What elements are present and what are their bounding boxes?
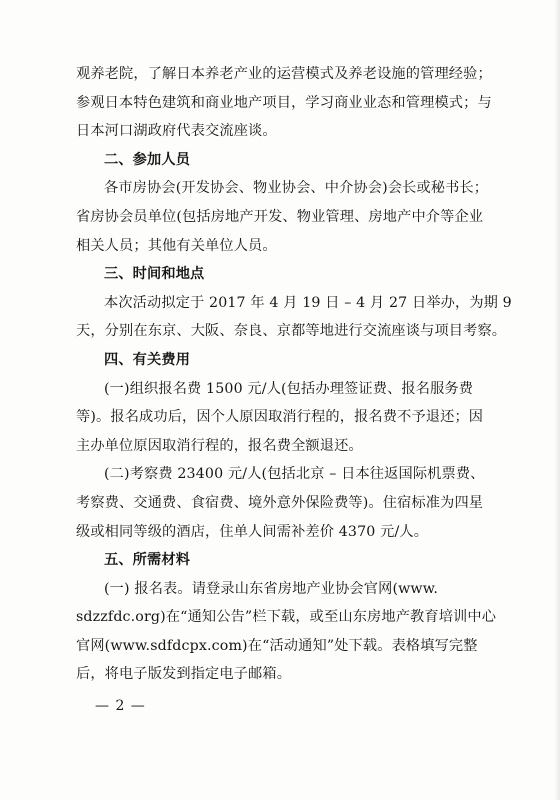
paragraph-line: 省房协会员单位(包括房地产开发、物业管理、房地产中介等企业: [76, 208, 484, 225]
page-number: — 2 —: [95, 698, 146, 714]
paragraph-line: 后，将电子版发到指定电子邮箱。: [76, 666, 292, 683]
paragraph-line: 本次活动拟定于 2017 年 4 月 19 日 – 4 月 27 日举办，为期 9: [104, 294, 512, 311]
paragraph-line: 考察费、交通费、食宿费、境外意外保险费等)。住宿标准为四星: [76, 494, 484, 511]
document-body: [76, 60, 512, 689]
section-heading: 三、时间和地点: [104, 266, 205, 283]
paragraph-line: (二)考察费 23400 元/人(包括北京 – 日本往返国际机票费、: [104, 466, 485, 483]
paragraph-line: 观养老院，了解日本养老产业的运营模式及养老设施的管理经验；: [76, 66, 492, 82]
paragraph-line: 级或相同等级的酒店，住单人间需补差价 4370 元/人。: [76, 523, 429, 540]
section-heading: 四、有关费用: [104, 351, 191, 368]
section-heading: 二、参加人员: [104, 151, 191, 168]
scan-edge-shadow: [554, 0, 560, 800]
paragraph-line: 天，分别在东京、大阪、奈良、京都等地进行交流座谈与项目考察。: [76, 323, 507, 340]
section-heading: 五、所需材料: [104, 552, 191, 569]
paragraph-line: 各市房协会(开发协会、物业协会、中介协会)会长或秘书长；: [104, 180, 489, 197]
paragraph-line: (一) 报名表。请登录山东省房地产业协会官网(www.: [104, 580, 438, 597]
paragraph-line: 相关人员；其他有关单位人员。: [76, 237, 277, 254]
paragraph-line: 官网(www.sdfdcpx.com)在“活动通知”处下载。表格填写完整: [76, 637, 478, 654]
paragraph-line: sdzzfdc.org)在“通知公告”栏下载，或至山东房地产教育培训中心: [76, 609, 497, 626]
paragraph-line: 日本河口湖政府代表交流座谈。: [76, 123, 277, 140]
paragraph-line: (一)组织报名费 1500 元/人(包括办理签证费、报名服务费: [104, 380, 474, 397]
paragraph-line: 主办单位原因取消行程的，报名费全额退还。: [76, 437, 363, 454]
paragraph-line: 参观日本特色建筑和商业地产项目，学习商业业态和管理模式；与: [76, 94, 492, 111]
paragraph-line: 等)。报名成功后，因个人原因取消行程的，报名费不予退还；因: [76, 409, 484, 426]
